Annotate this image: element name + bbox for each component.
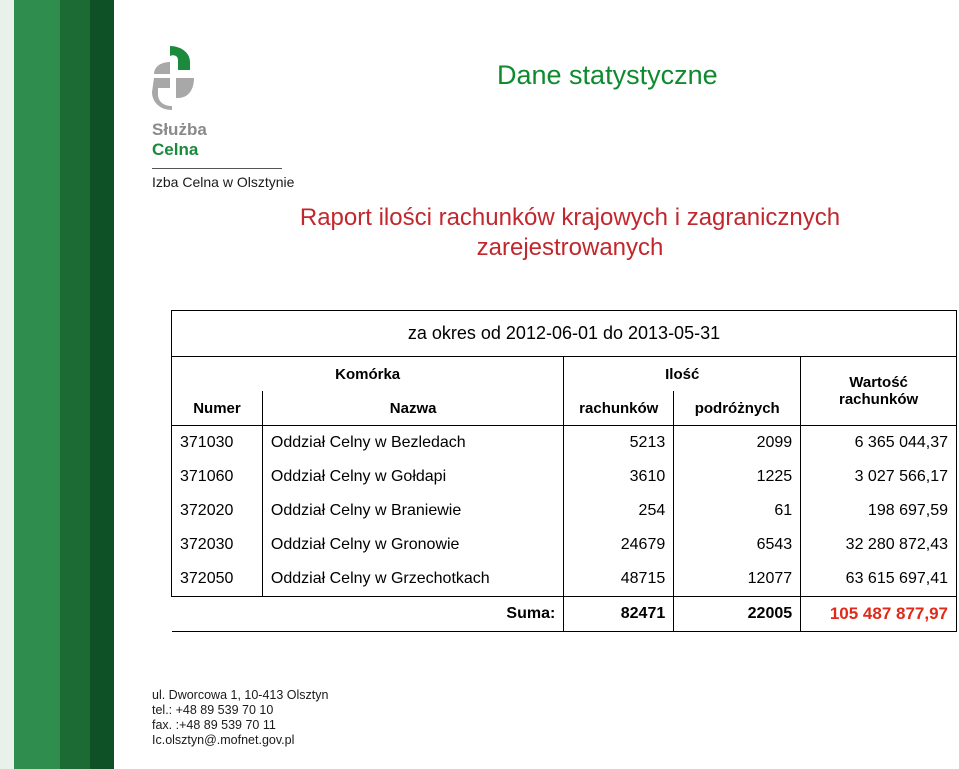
cell-rachunkow: 3610	[564, 460, 674, 494]
footer-fax: fax. :+48 89 539 70 11	[152, 718, 276, 732]
cell-rachunkow: 48715	[564, 562, 674, 597]
cell-numer: 371060	[172, 460, 263, 494]
logo-divider	[152, 168, 282, 169]
cell-podroznych: 6543	[674, 528, 801, 562]
sum-podroznych: 22005	[674, 597, 801, 632]
cell-podroznych: 61	[674, 494, 801, 528]
logo-subtitle: Izba Celna w Olsztynie	[152, 174, 295, 190]
logo-line-2: Celna	[152, 140, 199, 159]
cell-numer: 372030	[172, 528, 263, 562]
header-nazwa: Nazwa	[262, 391, 563, 426]
cell-wartosc: 3 027 566,17	[801, 460, 957, 494]
table-row	[172, 528, 957, 562]
header-rachunkow: rachunków	[564, 391, 674, 426]
report-title	[180, 203, 959, 263]
cell-numer: 372050	[172, 562, 263, 597]
sum-rachunkow: 82471	[564, 597, 674, 632]
cell-wartosc: 63 615 697,41	[801, 562, 957, 597]
header-wartosc: Wartość rachunków	[801, 357, 957, 426]
period-row	[172, 311, 957, 357]
cell-numer: 372020	[172, 494, 263, 528]
header-ilosc: Ilość	[564, 357, 801, 392]
cell-rachunkow: 24679	[564, 528, 674, 562]
logo-wordmark	[152, 120, 207, 160]
cell-nazwa: Oddział Celny w Gołdapi	[262, 460, 563, 494]
decor-stripe-3	[60, 0, 90, 769]
footer-tel: tel.: +48 89 539 70 10	[152, 703, 274, 717]
header-podroznych: podróżnych	[674, 391, 801, 426]
header-title: Dane statystyczne	[497, 60, 718, 90]
cell-numer: 371030	[172, 426, 263, 461]
table-row	[172, 494, 957, 528]
customs-logo-icon	[150, 44, 196, 110]
logo-line-1: Służba	[152, 120, 207, 139]
sum-wartosc: 105 487 877,97	[801, 597, 957, 632]
sum-label: Suma:	[262, 597, 563, 632]
report-period: za okres od 2012-06-01 do 2013-05-31	[172, 311, 957, 357]
cell-rachunkow: 254	[564, 494, 674, 528]
report-title-line-1: Raport ilości rachunków krajowych i zagranicznych	[299, 204, 841, 231]
cell-podroznych: 2099	[674, 426, 801, 461]
footer-contact	[152, 688, 328, 748]
decor-stripe-4	[90, 0, 114, 769]
cell-wartosc: 32 280 872,43	[801, 528, 957, 562]
cell-nazwa: Oddział Celny w Braniewie	[262, 494, 563, 528]
sum-blank	[172, 597, 263, 632]
header-group-row	[172, 357, 957, 392]
report-title-line-2: zarejestrowanych	[476, 234, 664, 261]
header-komorka: Komórka	[172, 357, 564, 392]
sum-row	[172, 597, 957, 632]
footer-address: ul. Dworcowa 1, 10-413 Olsztyn	[152, 688, 329, 702]
decor-stripe-2	[14, 0, 60, 769]
report-table	[171, 310, 957, 632]
cell-nazwa: Oddział Celny w Bezledach	[262, 426, 563, 461]
cell-rachunkow: 5213	[564, 426, 674, 461]
cell-nazwa: Oddział Celny w Gronowie	[262, 528, 563, 562]
cell-wartosc: 198 697,59	[801, 494, 957, 528]
table-row	[172, 562, 957, 597]
cell-podroznych: 1225	[674, 460, 801, 494]
cell-wartosc: 6 365 044,37	[801, 426, 957, 461]
footer-email: Ic.olsztyn@.mofnet.gov.pl	[152, 733, 295, 747]
table-row	[172, 426, 957, 461]
cell-nazwa: Oddział Celny w Grzechotkach	[262, 562, 563, 597]
cell-podroznych: 12077	[674, 562, 801, 597]
decor-stripe-1	[0, 0, 14, 769]
header-numer: Numer	[172, 391, 263, 426]
table-row	[172, 460, 957, 494]
